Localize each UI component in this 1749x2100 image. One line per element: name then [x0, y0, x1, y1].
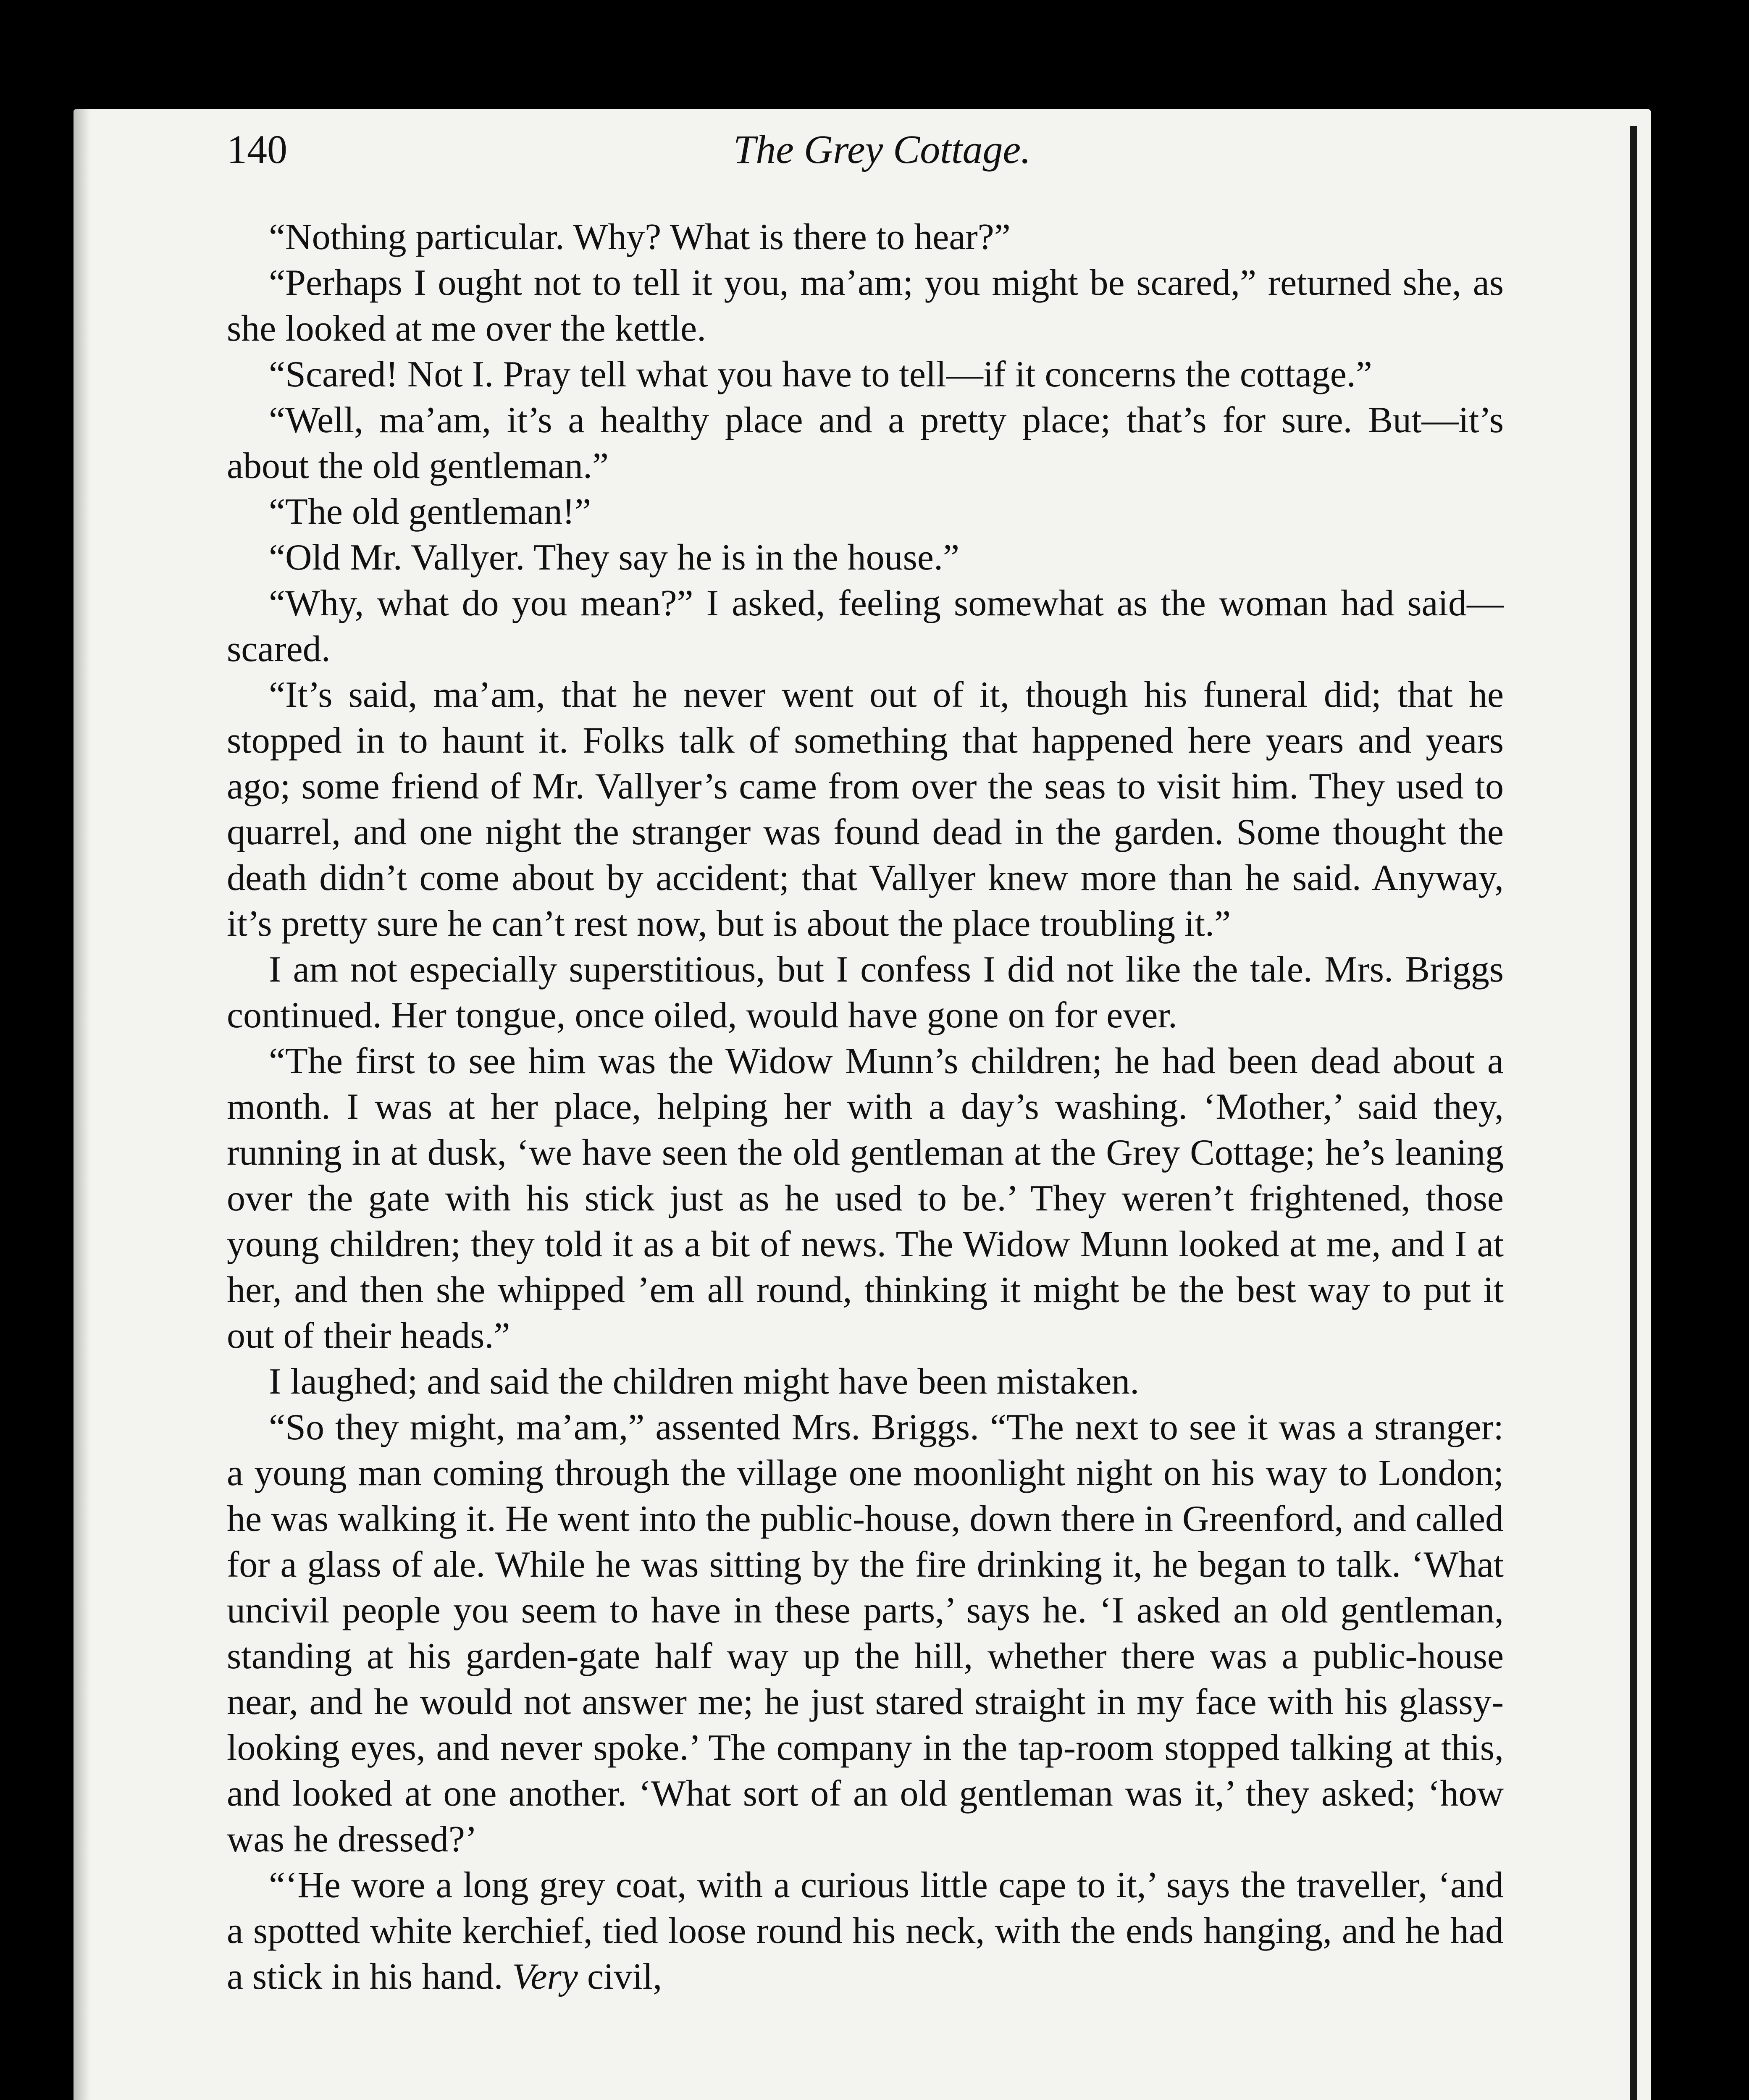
paragraph: “The old gentleman!” — [269, 491, 591, 532]
italic-text: Very — [512, 1956, 578, 1997]
body-text — [227, 214, 1504, 2000]
paragraph: “Old Mr. Vallyer. They say he is in the house.” — [269, 537, 960, 578]
paragraph: “So they might, ma’am,” assented Mrs. Briggs. “The next to see it was a stranger: a young man coming through the village one moonlight night on his way to London; he was walking it. He went into the public-house, down there in Greenford, and called for a glass of ale. While he was sitting by the fire drinking it, he began to talk. ‘What uncivil people you seem to have in these parts,’ says he. ‘I asked an old gentleman, standing at his garden-gate half way up the hill, whether there was a public-house near, and he would not answer me; he just stared straight in my face with his glassy-looking eyes, and never spoke.’ The company in the tap-room stopped talking at this, and looked at one another. ‘What sort of an old gentleman was it,’ they asked; ‘how was he dressed?’ — [227, 1407, 1504, 1860]
spine-shadow — [74, 109, 90, 2100]
paragraph: I am not especially superstitious, but I confess I did not like the tale. Mrs. Briggs continued. Her tongue, once oiled, would have gone on for ever. — [227, 949, 1504, 1036]
paragraph: “Nothing particular. Why? What is there to hear?” — [269, 217, 1011, 257]
paragraph: “Perhaps I ought not to tell it you, ma’am; you might be scared,” returned she, as she looked at me over the kettle. — [227, 262, 1504, 349]
paragraph: “The first to see him was the Widow Munn’s children; he had been dead about a month. I was at her place, helping her with a day’s washing. ‘Mother,’ said they, running in at dusk, ‘we have seen the old gentleman at the Grey Cottage; he’s leaning over the gate with his stick just as he used to be.’ They weren’t frightened, those young children; they told it as a bit of news. The Widow Munn looked at me, and I at her, and then she whipped ’em all round, thinking it might be the best way to put it out of their heads.” — [227, 1041, 1504, 1356]
page-edge — [1630, 126, 1637, 2100]
running-title: The Grey Cottage. — [733, 127, 1031, 172]
paragraph: “Scared! Not I. Pray tell what you have to tell—if it concerns the cottage.” — [269, 354, 1372, 395]
paragraph: “Why, what do you mean?” I asked, feeling somewhat as the woman had said—scared. — [227, 583, 1504, 669]
page-header — [227, 126, 1537, 193]
paragraph: I laughed; and said the children might have been mistaken. — [269, 1361, 1140, 1402]
paragraph-last — [227, 1862, 1504, 2000]
paragraph: “It’s said, ma’am, that he never went out of it, though his funeral did; that he stopped in to haunt it. Folks talk of something that happened here years and years ago; some friend of Mr. Vallyer’s came from over the seas to visit him. They used to quarrel, and one night the stranger was found dead in the garden. Some thought the death didn’t come about by accident; that Vallyer knew more than he said. Anyway, it’s pretty sure he can’t rest now, but is about the place troubling it.” — [227, 675, 1504, 944]
paragraph-text-end: civil, — [578, 1956, 662, 1997]
page-number: 140 — [227, 127, 287, 172]
paragraph: “Well, ma’am, it’s a healthy place and a pretty place; that’s for sure. But—it’s about the old gentleman.” — [227, 400, 1504, 486]
paragraph-text: “‘He wore a long grey coat, with a curious little cape to it,’ says the traveller, ‘and a spotted white kerchief, tied loose round his neck, with the ends hanging, and he had a stick in his hand. — [227, 1865, 1504, 1997]
